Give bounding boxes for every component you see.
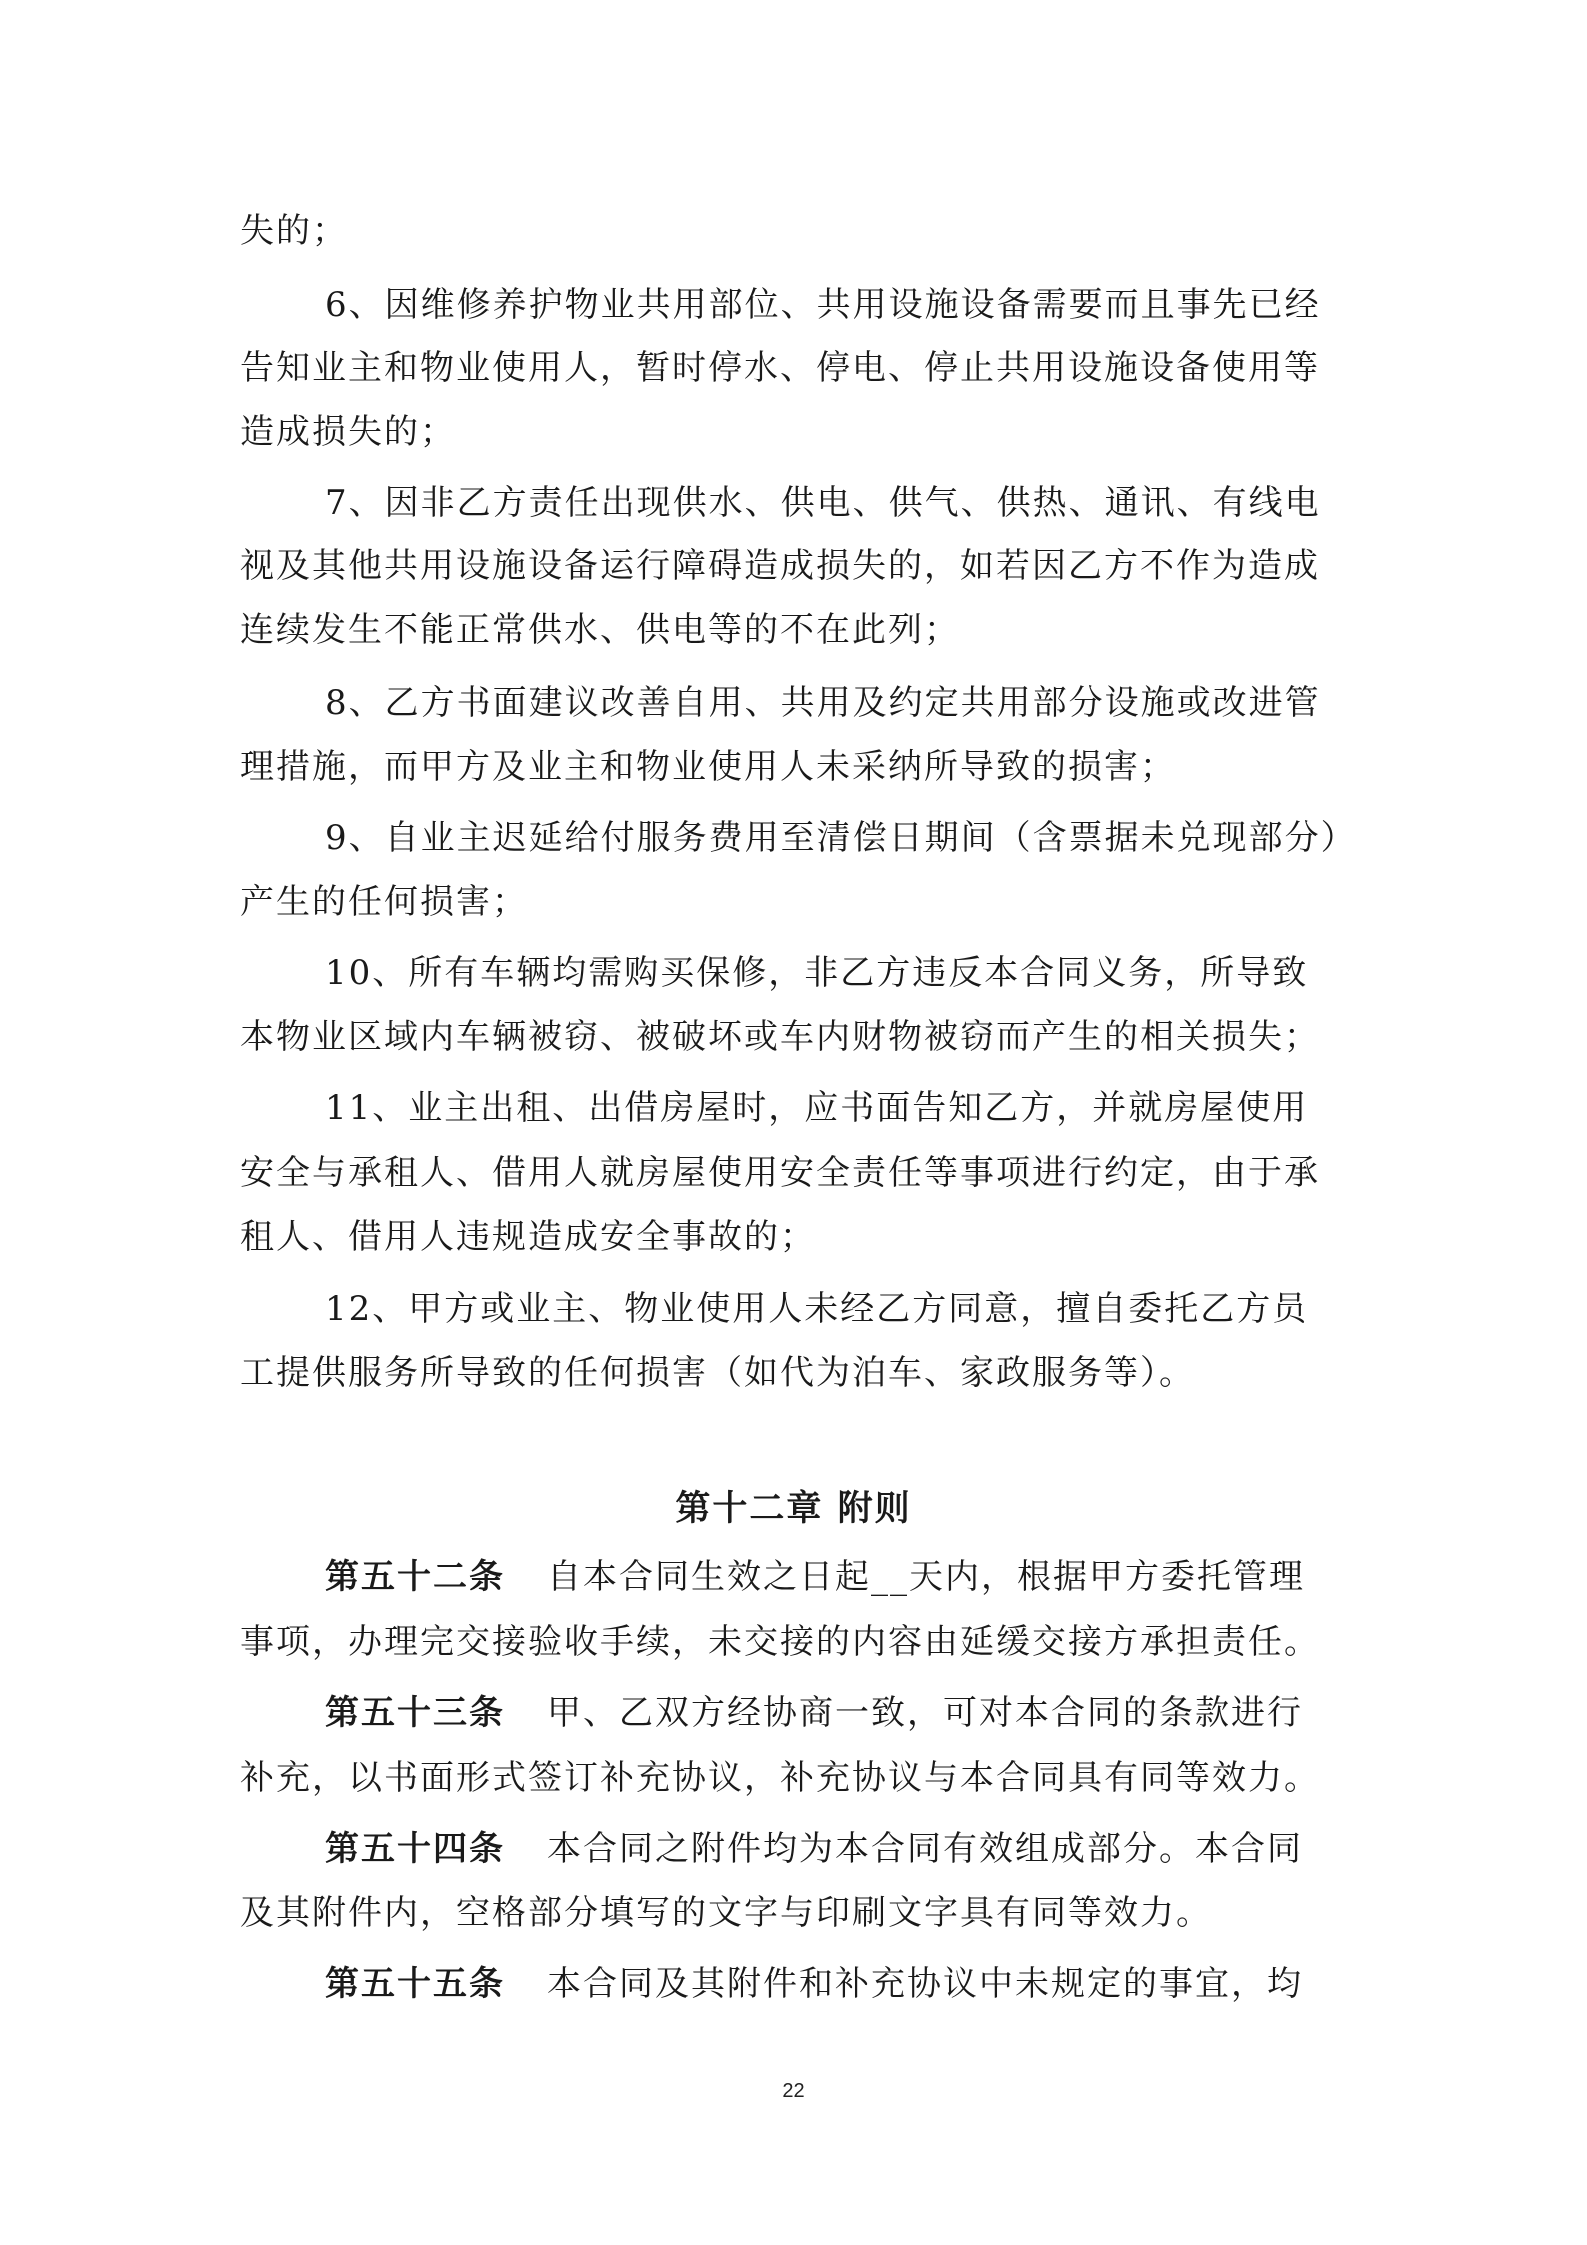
text-line: 失的； bbox=[240, 211, 348, 251]
text-line: 本物业区域内车辆被窃、被破坏或车内财物被窃而产生的相关损失； bbox=[240, 1017, 1320, 1057]
page-number: 22 bbox=[782, 2080, 805, 2102]
article-label: 第五十四条 bbox=[325, 1829, 505, 1869]
article-54 bbox=[325, 1816, 1350, 1882]
list-item-9-line: 9、自业主迟延给付服务费用至清偿日期间（含票据未兑现部分） bbox=[325, 818, 1357, 858]
chapter-title: 第十二章 附则 bbox=[675, 1488, 912, 1529]
text-line: 安全与承租人、借用人就房屋使用安全责任等事项进行约定，由于承 bbox=[240, 1153, 1320, 1193]
text-line: 造成损失的； bbox=[240, 412, 456, 452]
text-line: 连续发生不能正常供水、供电等的不在此列； bbox=[240, 610, 960, 650]
text-line: 事项，办理完交接验收手续，未交接的内容由延缓交接方承担责任。 bbox=[240, 1622, 1320, 1662]
article-53 bbox=[325, 1680, 1350, 1746]
text-line: 视及其他共用设施设备运行障碍造成损失的，如若因乙方不作为造成 bbox=[240, 546, 1320, 586]
article-52 bbox=[325, 1544, 1350, 1610]
article-label: 第五十五条 bbox=[325, 1964, 505, 2004]
list-item-11-line: 11、业主出租、出借房屋时，应书面告知乙方，并就房屋使用 bbox=[325, 1088, 1309, 1128]
list-item-10-line: 10、所有车辆均需购买保修，非乙方违反本合同义务，所导致 bbox=[325, 953, 1309, 993]
article-label: 第五十三条 bbox=[325, 1693, 505, 1733]
text-line: 产生的任何损害； bbox=[240, 882, 528, 922]
article-text: 本合同及其附件和补充协议中未规定的事宜，均 bbox=[547, 1964, 1303, 2004]
text-line: 告知业主和物业使用人，暂时停水、停电、停止共用设施设备使用等 bbox=[240, 348, 1320, 388]
article-55 bbox=[325, 1951, 1350, 2017]
text-line: 工提供服务所导致的任何损害（如代为泊车、家政服务等）。 bbox=[240, 1353, 1195, 1393]
list-item-8-line: 8、乙方书面建议改善自用、共用及约定共用部分设施或改进管 bbox=[325, 683, 1321, 723]
text-line: 及其附件内，空格部分填写的文字与印刷文字具有同等效力。 bbox=[240, 1893, 1212, 1933]
article-text: 甲、乙双方经协商一致，可对本合同的条款进行 bbox=[547, 1693, 1303, 1733]
text-line: 理措施，而甲方及业主和物业使用人未采纳所导致的损害； bbox=[240, 747, 1176, 787]
text-line: 补充，以书面形式签订补充协议，补充协议与本合同具有同等效力。 bbox=[240, 1758, 1320, 1798]
list-item-12-line: 12、甲方或业主、物业使用人未经乙方同意，擅自委托乙方员 bbox=[325, 1289, 1309, 1329]
article-text: 本合同之附件均为本合同有效组成部分。本合同 bbox=[547, 1829, 1303, 1869]
list-item-7-line: 7、因非乙方责任出现供水、供电、供气、供热、通讯、有线电 bbox=[325, 483, 1321, 523]
article-text: 自本合同生效之日起__天内，根据甲方委托管理 bbox=[547, 1557, 1305, 1597]
text-line: 租人、借用人违规造成安全事故的； bbox=[240, 1217, 816, 1257]
list-item-6-line: 6、因维修养护物业共用部位、共用设施设备需要而且事先已经 bbox=[325, 285, 1321, 325]
article-label: 第五十二条 bbox=[325, 1557, 505, 1597]
